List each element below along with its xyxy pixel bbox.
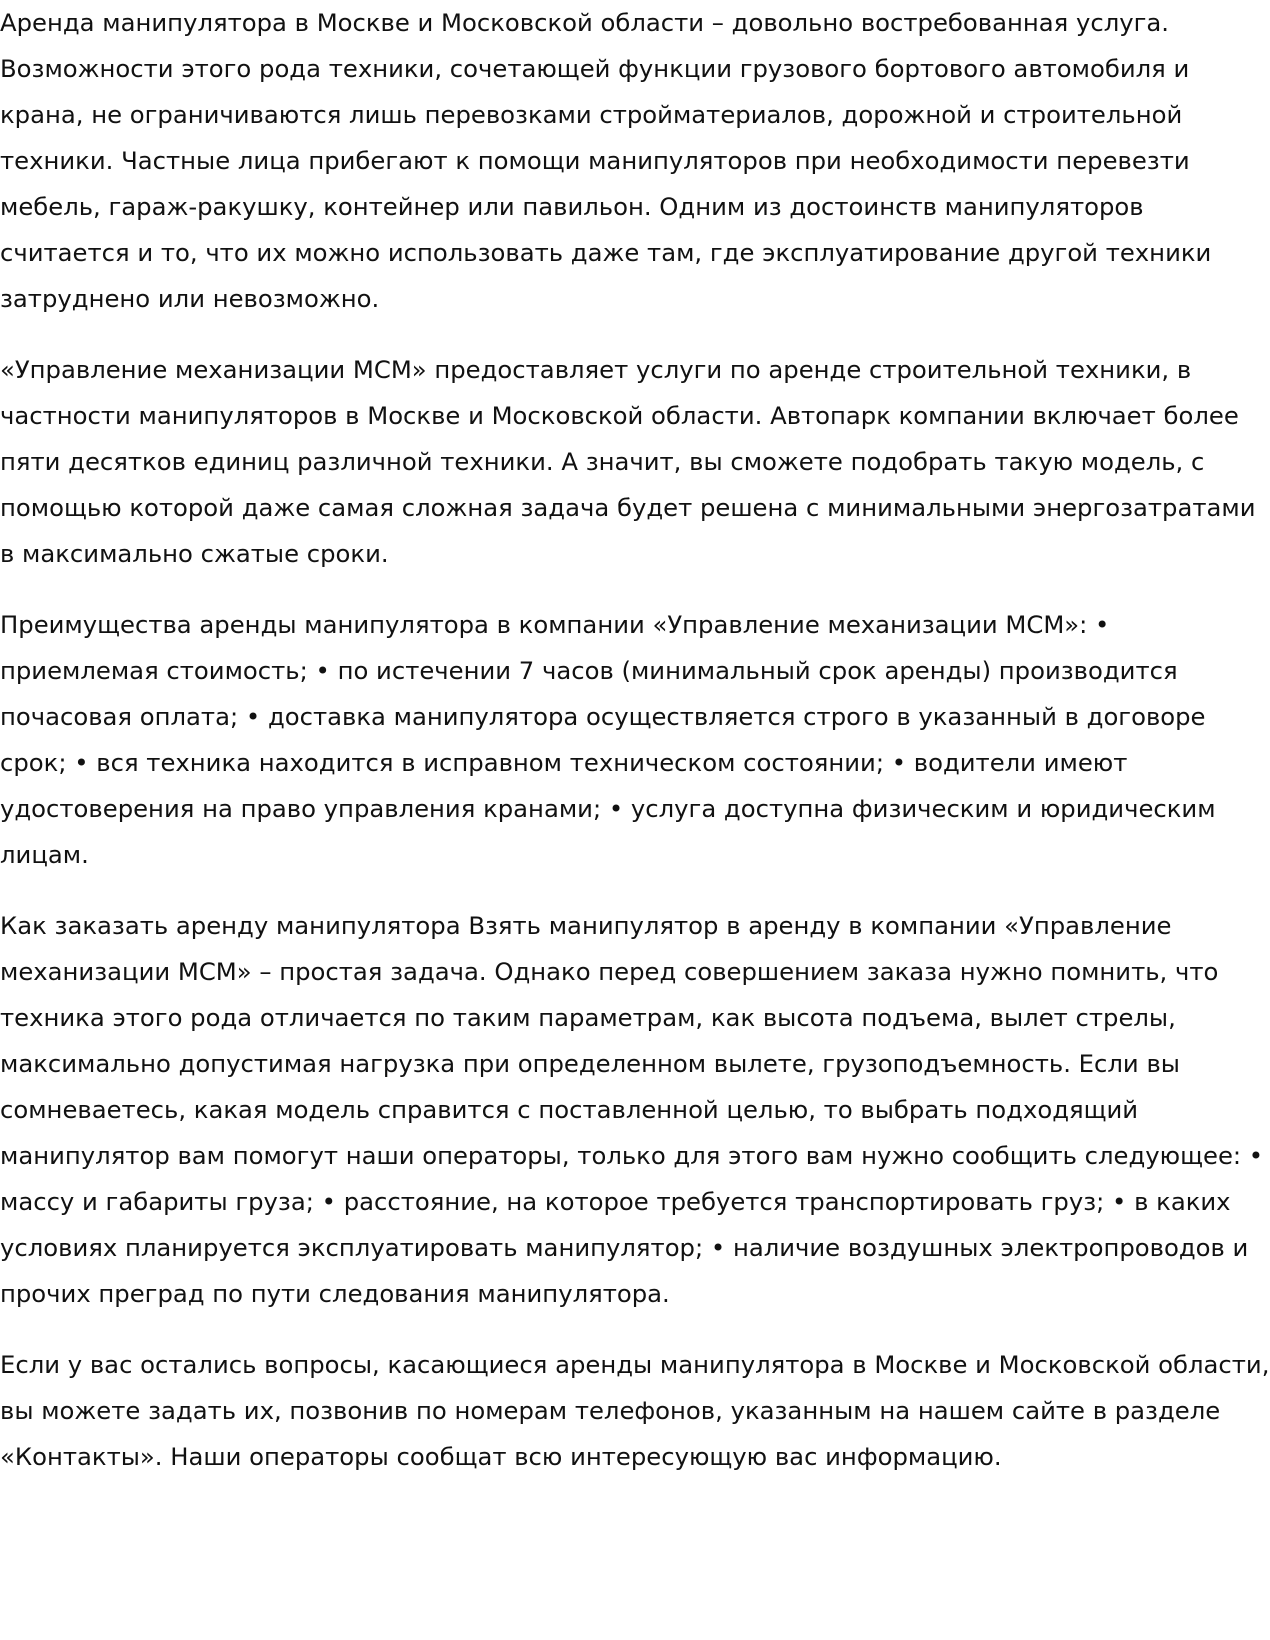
paragraph-company: «Управление механизации МСМ» предоставляет услуги по аренде строительной техники, в частности манипуляторов в Москве и Московской области. Автопарк компании включает более пяти десятков единиц различной техники. А значит, вы сможете подобрать такую модель, с помощью которой даже самая сложная задача будет решена с минимальными энергозатратами в максимально сжатые сроки. bbox=[0, 355, 1256, 568]
paragraph-advantages: Преимущества аренды манипулятора в компании «Управление механизации МСМ»: • приемлемая стоимость; • по истечении 7 часов (минимальный срок аренды) производится почасовая оплата; • доставка манипулятора осуществляется строго в указанный в договоре срок; • вся техника находится в исправном техническом состоянии; • водители имеют удостоверения на право управления кранами; • услуга доступна физическим и юридическим лицам. bbox=[0, 610, 1216, 869]
paragraph-intro: Аренда манипулятора в Москве и Московской области – довольно востребованная услуга. Возможности этого рода техники, сочетающей функции грузового бортового автомобиля и крана, не ограничиваются лишь перевозками стройматериалов, дорожной и строительной техники. Частные лица прибегают к помощи манипуляторов при необходимости перевезти мебель, гараж-ракушку, контейнер или павильон. Одним из достоинств манипуляторов считается и то, что их можно использовать даже там, где эксплуатирование другой техники затруднено или невозможно. bbox=[0, 8, 1212, 313]
paragraph-how-to-order: Как заказать аренду манипулятора Взять манипулятор в аренду в компании «Управление механизации МСМ» – простая задача. Однако перед совершением заказа нужно помнить, что техника этого рода отличается по таким параметрам, как высота подъема, вылет стрелы, максимально допустимая нагрузка при определенном вылете, грузоподъемность. Если вы сомневаетесь, какая модель справится с поставленной целью, то выбрать подходящий манипулятор вам помогут наши операторы, только для этого вам нужно сообщить следующее: • массу и габариты груза; • расстояние, на которое требуется транспортировать груз; • в каких условиях планируется эксплуатировать манипулятор; • наличие воздушных электропроводов и прочих преград по пути следования манипулятора. bbox=[0, 911, 1264, 1308]
paragraph-contacts: Если у вас остались вопросы, касающиеся аренды манипулятора в Москве и Московской области, вы можете задать их, позвонив по номерам телефонов, указанным на нашем сайте в разделе «Контакты». Наши операторы сообщат всю интересующую вас информацию. bbox=[0, 1350, 1270, 1471]
